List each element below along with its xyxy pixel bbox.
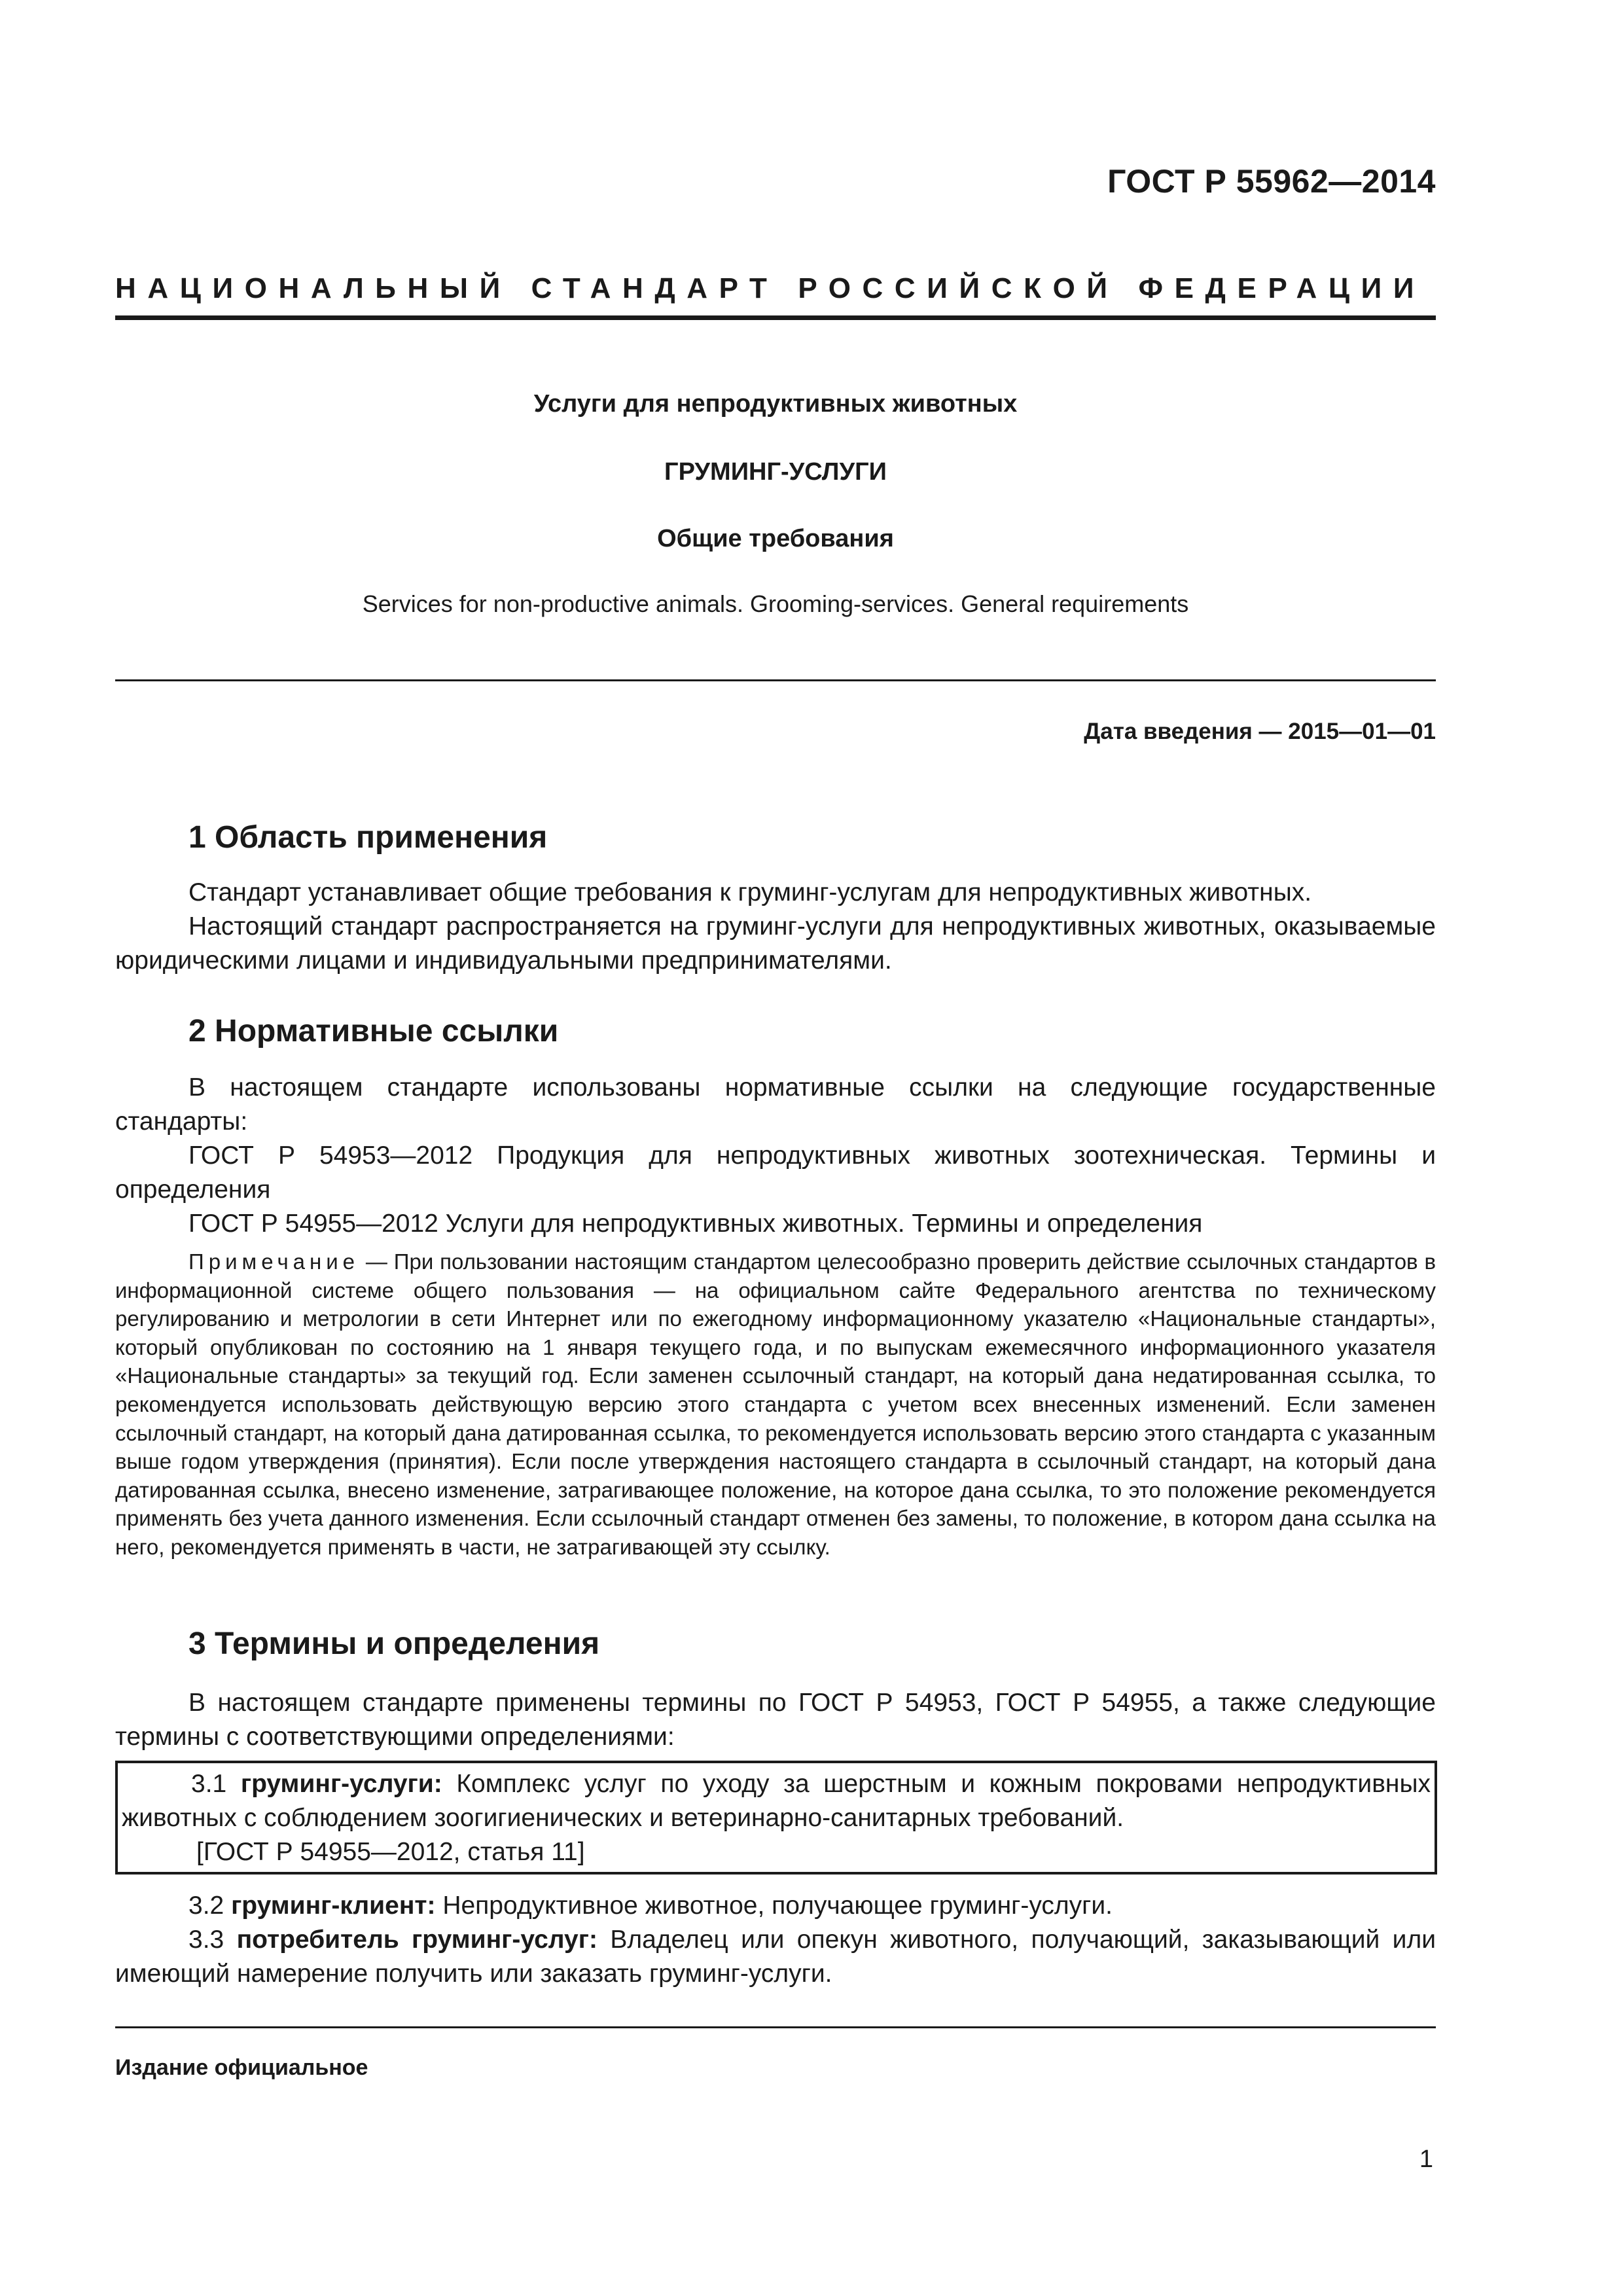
title-line-3: Общие требования bbox=[657, 525, 894, 552]
section-2-heading: 2 Нормативные ссылки bbox=[188, 1014, 559, 1049]
note-text: — При пользовании настоящим стандартом целесообразно проверить действие ссылочных стандартов в информационной системе общего пользования — на официальном сайте Федерального агентства по техническому регулированию и метрологии в сети Интернет или по ежегодному информационному указателю «Национальные стандарты», который опубликован по состоянию на 1 января текущего года, и по выпускам ежемесячного информационного указателя «Национальные стандарты» за текущий год. Если заменен ссылочный стандарт, на который дана недатированная ссылка, то рекомендуется использовать действующую версию этого стандарта с учетом всех внесенных изменений. Если заменен ссылочный стандарт, на который дана датированная ссылка, то рекомендуется использовать версию этого стандарта с указанным выше годом утверждения (принятия). Если после утверждения настоящего стандарта в ссылочный стандарт, на который дана датированная ссылка, внесено изменение, затрагивающее положение, на которое дана ссылка, то это положение рекомендуется применять без учета данного изменения. Если ссылочный стандарт отменен без замены, то положение, в котором дана ссылка на него, рекомендуется применять в части, не затрагивающей эту ссылку. bbox=[115, 1249, 1436, 1559]
term-3-1-reference: [ГОСТ Р 54955—2012, статья 11] bbox=[196, 1838, 585, 1866]
header-rule bbox=[115, 315, 1436, 320]
date-introduction: Дата введения — 2015—01—01 bbox=[1084, 719, 1436, 744]
section-1-paragraph-1: Стандарт устанавливает общие требования к груминг-услугам для непродуктивных животных. bbox=[188, 878, 1312, 906]
section-3-intro bbox=[115, 1686, 1436, 1754]
term-3-1-number: 3.1 bbox=[191, 1770, 241, 1798]
note-paragraph bbox=[115, 1247, 1436, 1562]
term-3-3-definition: Владелец или опекун животного, получающий, заказывающий или имеющий намерение получить или заказать груминг-услуги. bbox=[115, 1926, 1436, 1988]
note-block bbox=[115, 1247, 1436, 1562]
section-1-heading: 1 Область применения bbox=[188, 820, 548, 855]
term-3-1-term: груминг-услуги: bbox=[240, 1770, 442, 1798]
title-rule bbox=[115, 679, 1436, 681]
page-number: 1 bbox=[1419, 2145, 1433, 2173]
gost-code: ГОСТ Р 55962—2014 bbox=[1107, 163, 1436, 200]
note-label: Примечание bbox=[188, 1249, 360, 1274]
footer-rule bbox=[115, 2026, 1436, 2028]
section-1-paragraph-2: Настоящий стандарт распространяется на груминг-услуги для непродуктивных животных, оказываемые юридическими лицами и индивидуальными предпринимателями. bbox=[115, 912, 1436, 975]
section-1-body bbox=[115, 876, 1436, 978]
reference-2: ГОСТ Р 54955—2012 Услуги для непродуктивных животных. Термины и определения bbox=[188, 1210, 1203, 1238]
term-3-2-definition: Непродуктивное животное, получающее груминг-услуги. bbox=[435, 1892, 1113, 1920]
section-2-body bbox=[115, 1071, 1436, 1241]
term-3-3-number: 3.3 bbox=[188, 1926, 237, 1954]
section-3-heading: 3 Термины и определения bbox=[188, 1626, 600, 1661]
term-3-2 bbox=[115, 1889, 1436, 1923]
official-edition: Издание официальное bbox=[115, 2055, 368, 2080]
term-3-1 bbox=[122, 1767, 1431, 1835]
term-3-3-term: потребитель груминг-услуг: bbox=[236, 1926, 597, 1954]
document-page bbox=[115, 0, 1436, 2296]
title-line-2: ГРУМИНГ-УСЛУГИ bbox=[664, 458, 887, 486]
national-standard-title: НАЦИОНАЛЬНЫЙ СТАНДАРТ РОССИЙСКОЙ ФЕДЕРАЦИИ bbox=[115, 272, 1426, 304]
term-3-1-definition: Комплекс услуг по уходу за шерстным и кожным покровами непродуктивных животных с соблюдением зоогигиенических и ветеринарно-санитарных требований. bbox=[122, 1770, 1431, 1832]
term-3-3 bbox=[115, 1923, 1436, 1991]
reference-1: ГОСТ Р 54953—2012 Продукция для непродуктивных животных зоотехническая. Термины и определения bbox=[115, 1141, 1436, 1204]
term-3-2-number: 3.2 bbox=[188, 1892, 232, 1920]
section-3-paragraph-1: В настоящем стандарте применены термины по ГОСТ Р 54953, ГОСТ Р 54955, а также следующие термины с соответствующими определениями: bbox=[115, 1689, 1436, 1751]
title-english: Services for non-productive animals. Grooming-services. General requirements bbox=[362, 590, 1189, 617]
title-line-1: Услуги для непродуктивных животных bbox=[533, 390, 1018, 418]
term-3-1-box bbox=[115, 1761, 1437, 1874]
section-3-terms bbox=[115, 1889, 1436, 1991]
section-2-paragraph-1: В настоящем стандарте использованы нормативные ссылки на следующие государственные стандарты: bbox=[115, 1073, 1436, 1136]
term-3-2-term: груминг-клиент: bbox=[231, 1892, 436, 1920]
